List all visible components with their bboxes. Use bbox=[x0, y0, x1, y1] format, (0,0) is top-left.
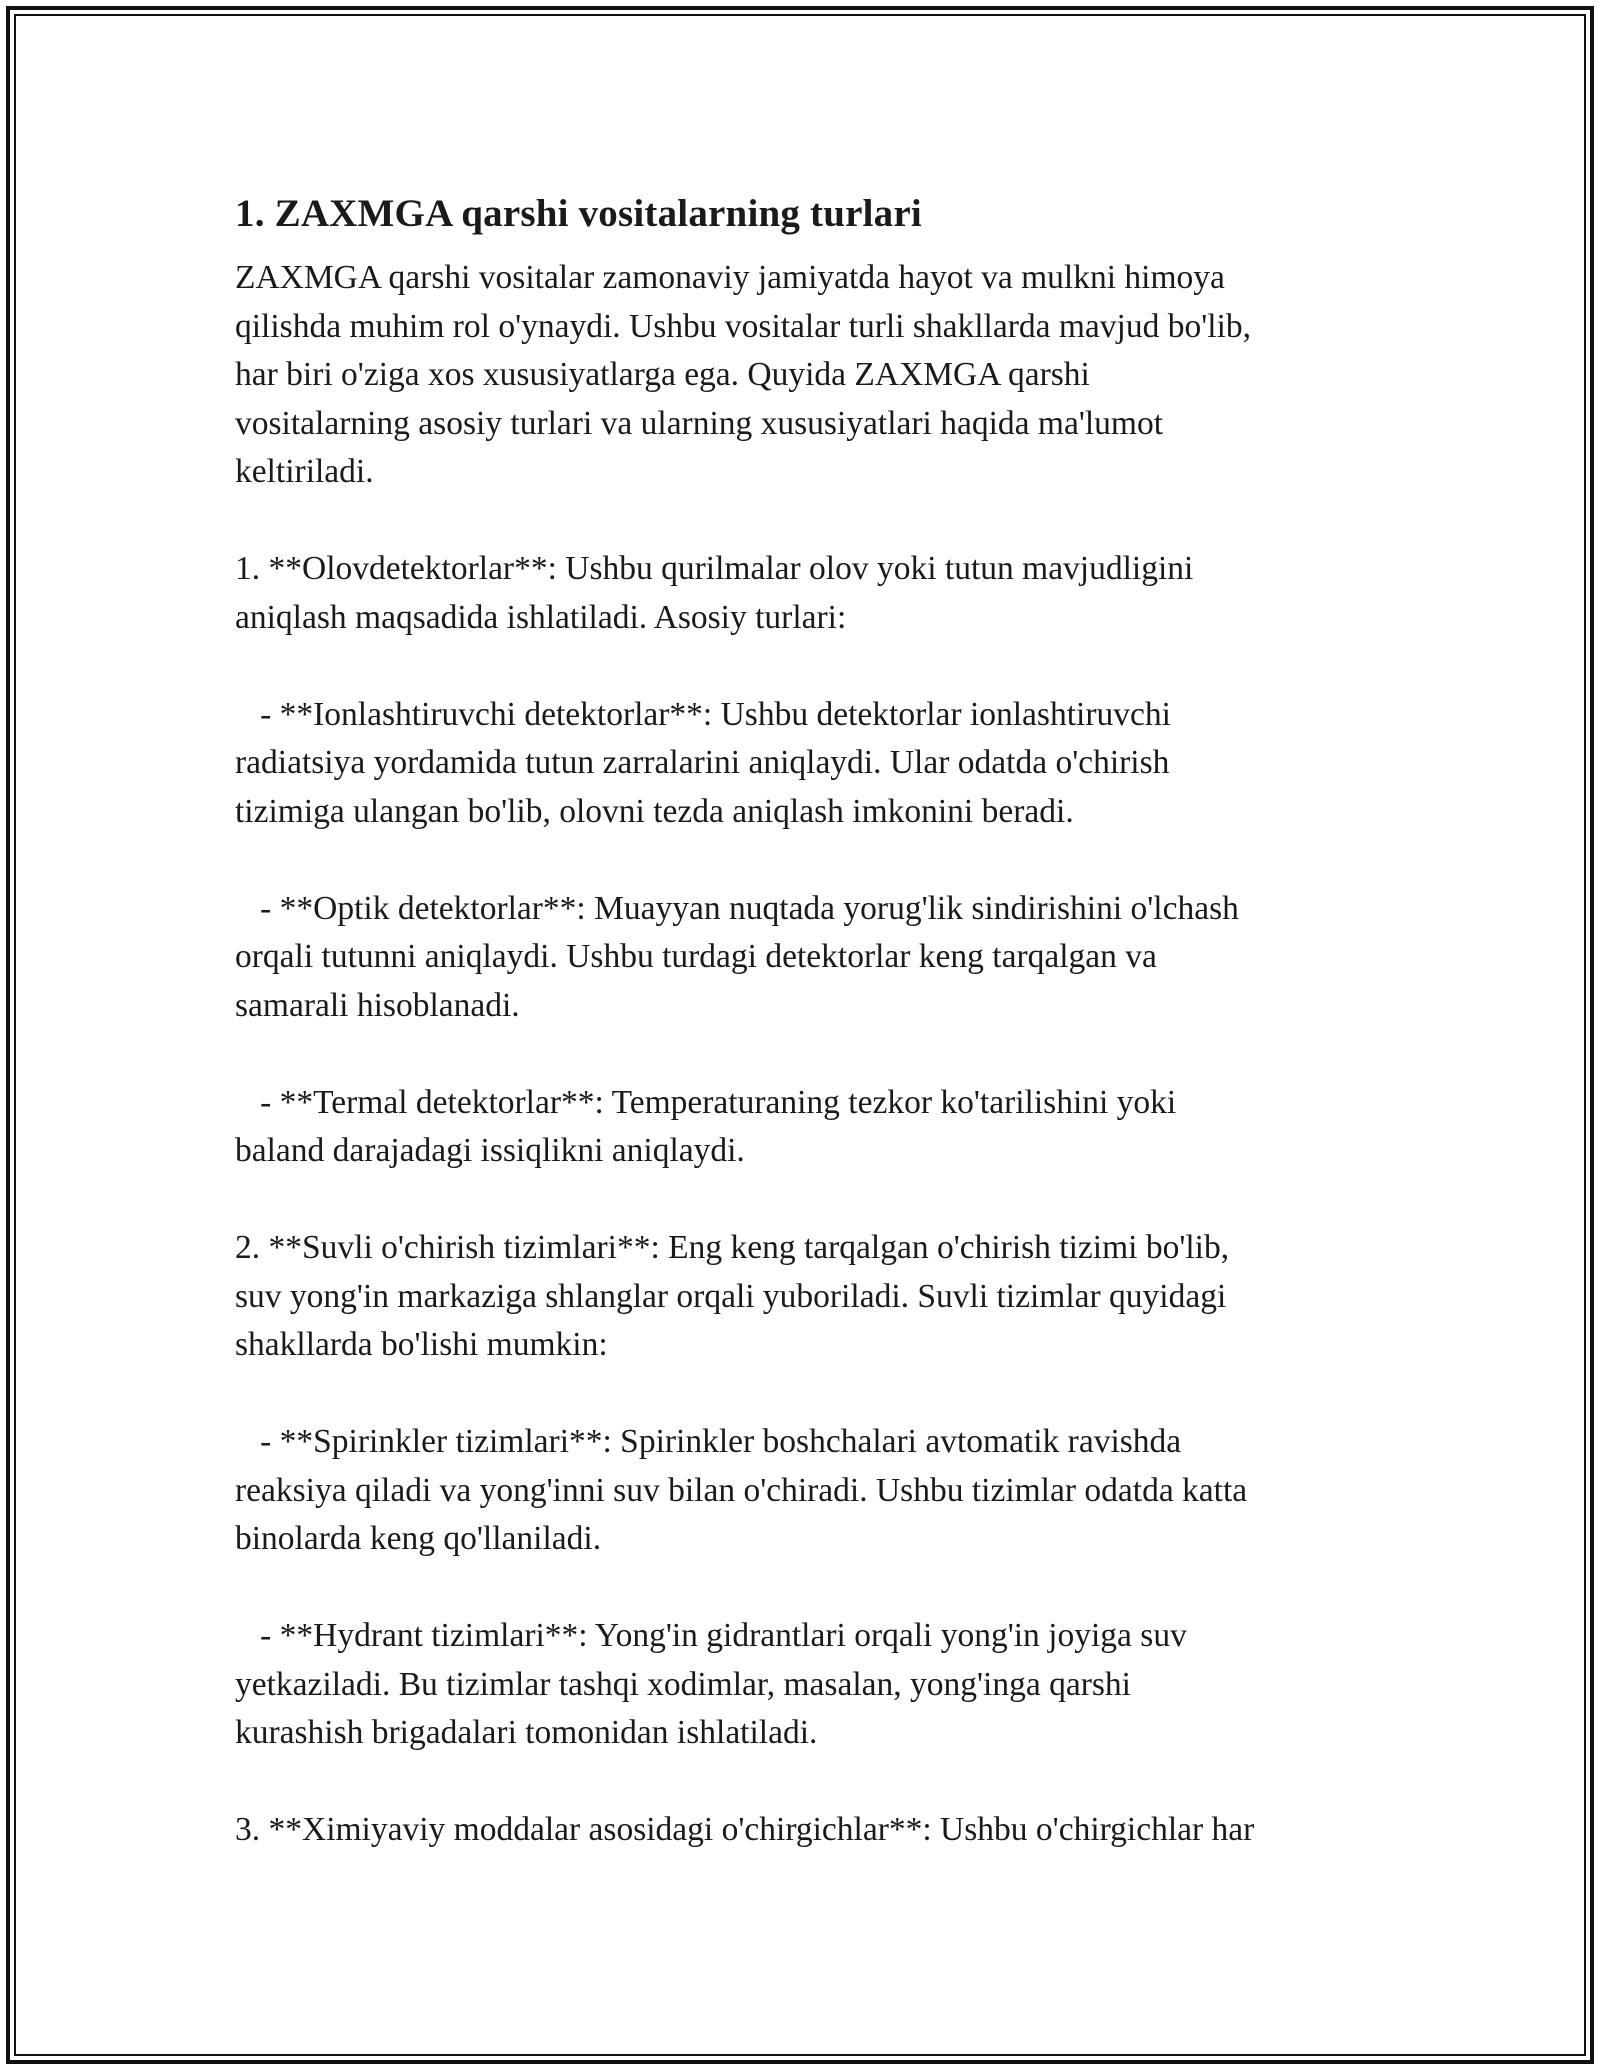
sub-item-ionizing-detectors: - **Ionlashtiruvchi detektorlar**: Ushbu detektorlar ionlashtiruvchi radiatsiya yordamida tutun zarralarini aniqlaydi. Ular odatda o'chirish tizimiga ulangan bo'lib, olovni tezda aniqlash imkonini beradi. bbox=[235, 695, 1171, 830]
list-item-water-systems: 2. **Suvli o'chirish tizimlari**: Eng keng tarqalgan o'chirish tizimi bo'lib, suv yong'in markaziga shlanglar orqali yuboriladi. Suvli tizimlar quyidagi shakllarda bo'lishi mumkin: bbox=[235, 1229, 1230, 1363]
sub-item-sprinkler-systems: - **Spirinkler tizimlari**: Spirinkler boshchalari avtomatik ravishda reaksiya qiladi va yong'inni suv bilan o'chiradi. Ushbu tizimlar odatda katta binolarda keng qo'llaniladi. bbox=[235, 1423, 1248, 1557]
paragraph-gap bbox=[235, 1564, 1365, 1613]
sub-item-thermal-detectors: - **Termal detektorlar**: Temperaturaning tezkor ko'tarilishini yoki baland darajadagi issiqlikni aniqlaydi. bbox=[235, 1083, 1177, 1169]
paragraph-gap bbox=[235, 1176, 1365, 1225]
paragraph-gap bbox=[235, 1370, 1365, 1419]
paragraph-gap bbox=[235, 497, 1365, 546]
list-item-fire-detectors: 1. **Olovdetektorlar**: Ushbu qurilmalar olov yoki tutun mavjudligini aniqlash maqsadida ishlatiladi. Asosiy turlari: bbox=[235, 550, 1194, 636]
sub-item-hydrant-systems: - **Hydrant tizimlari**: Yong'in gidrantlari orqali yong'in joyiga suv yetkaziladi. Bu tizimlar tashqi xodimlar, masalan, yong'inga qarshi kurashish brigadalari tomonidan ishlatiladi. bbox=[235, 1617, 1187, 1751]
document-body bbox=[235, 188, 1365, 1855]
sub-item-optical-detectors: - **Optik detektorlar**: Muayyan nuqtada yorug'lik sindirishini o'lchash orqali tutunni aniqlaydi. Ushbu turdagi detektorlar keng tarqalgan va samarali hisoblanadi. bbox=[235, 889, 1239, 1024]
intro-paragraph: ZAXMGA qarshi vositalar zamonaviy jamiyatda hayot va mulkni himoya qilishda muhim rol o'ynaydi. Ushbu vositalar turli shakllarda mavjud bo'lib, har biri o'ziga xos xususiyatlarga ega. Quyida ZAXMGA qarshi vositalarning asosiy turlari va ularning xususiyatlari haqida ma'lumot keltiriladi. bbox=[235, 259, 1252, 490]
paragraph-gap bbox=[235, 1030, 1365, 1079]
paragraph-gap bbox=[235, 836, 1365, 885]
paragraph-gap bbox=[235, 642, 1365, 691]
list-item-chemical-extinguishers: 3. **Ximiyaviy moddalar asosidagi o'chirgichlar**: Ushbu o'chirgichlar har bbox=[235, 1811, 1255, 1848]
paragraph-gap bbox=[235, 1758, 1365, 1807]
section-heading: 1. ZAXMGA qarshi vositalarning turlari bbox=[235, 192, 922, 235]
